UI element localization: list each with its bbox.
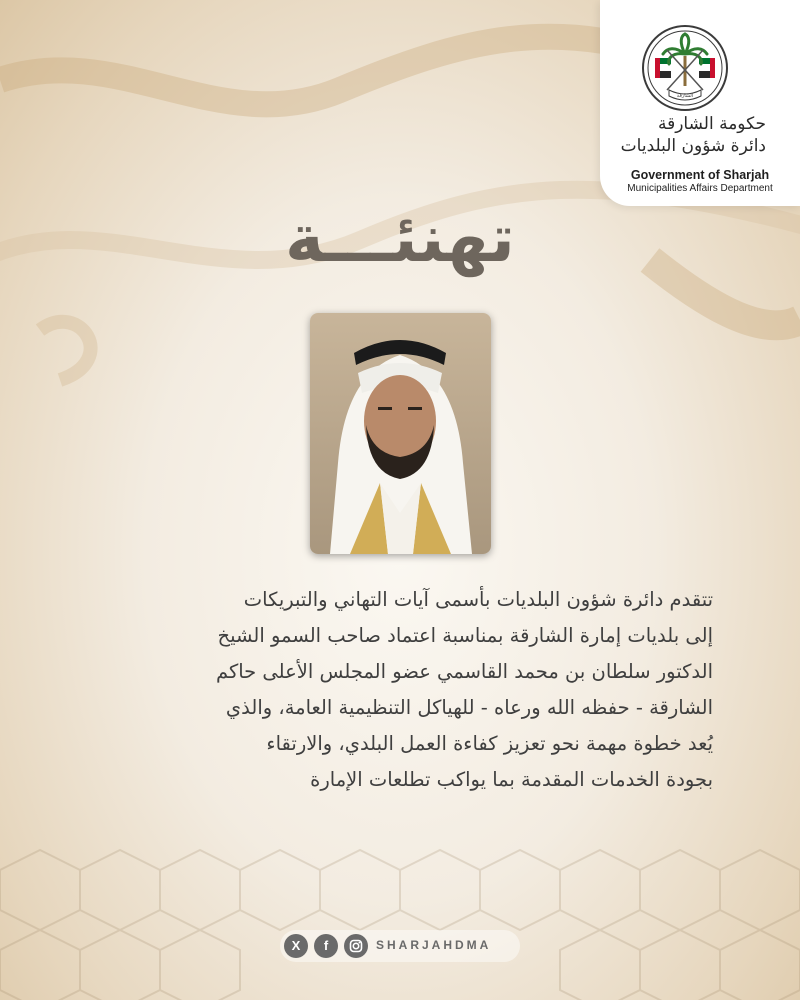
- body-line: إلى بلديات إمارة الشارقة بمناسبة اعتماد صاحب السمو الشيخ: [217, 624, 713, 647]
- social-bar: [280, 930, 520, 962]
- facebook-icon[interactable]: f: [314, 934, 338, 958]
- page-title: تهنئـــة: [285, 200, 515, 277]
- body-line: بجودة الخدمات المقدمة بما يواكب تطلعات الإمارة: [310, 768, 713, 791]
- body-line: الشارقة - حفظه الله ورعاه - للهياكل التنظيمية العامة، والذي: [225, 696, 713, 719]
- body-line: تتقدم دائرة شؤون البلديات بأسمى آيات التهاني والتبريكات: [243, 588, 713, 611]
- body-line: الدكتور سلطان بن محمد القاسمي عضو المجلس الأعلى حاكم: [215, 660, 713, 683]
- social-handle[interactable]: SHARJAHDMA: [376, 938, 492, 952]
- instagram-icon[interactable]: [344, 934, 368, 958]
- congratulation-text: [100, 582, 713, 798]
- portrait-photo: [310, 313, 491, 554]
- english-government-name: Government of Sharjah: [630, 168, 770, 182]
- arabic-department-name: دائرة شؤون البلديات: [620, 136, 766, 156]
- sharjah-seal-logo: [641, 24, 729, 112]
- arabic-government-name: حكومة الشارقة: [657, 114, 766, 134]
- bottom-geometric-pattern: [0, 830, 800, 1000]
- x-icon[interactable]: X: [284, 934, 308, 958]
- seal-text: الشارقة: [676, 93, 694, 99]
- logo-card: [600, 0, 800, 206]
- body-line: يُعد خطوة مهمة نحو تعزيز كفاءة العمل البلدي، والارتقاء: [266, 732, 713, 755]
- english-department-name: Municipalities Affairs Department: [627, 183, 773, 194]
